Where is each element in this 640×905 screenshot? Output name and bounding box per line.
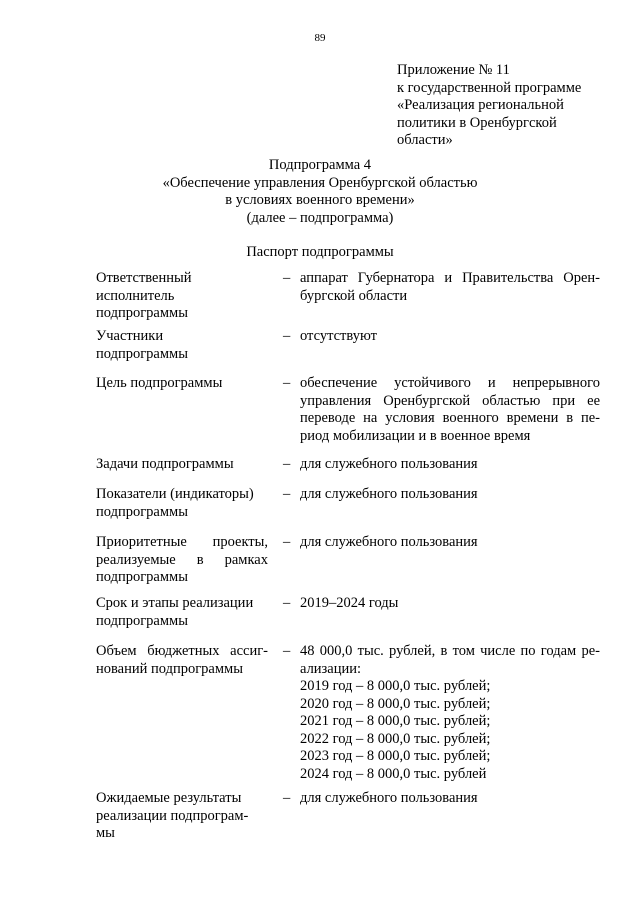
- row-value: [300, 534, 600, 552]
- row-dash: –: [283, 595, 291, 611]
- value-line: ализации:: [300, 660, 362, 677]
- budget-years-list: [300, 678, 600, 783]
- subprogram-heading: [0, 157, 640, 227]
- row-dash: –: [283, 328, 291, 344]
- appendix-line: Приложение № 11: [397, 62, 510, 78]
- label-line: подпрограммы: [96, 503, 188, 520]
- row-dash: –: [283, 486, 291, 502]
- row-label: [96, 643, 268, 678]
- label-line: подпрограммы: [96, 612, 188, 629]
- value-line: обеспечение устойчивого и непрерывного: [300, 375, 600, 391]
- row-label: [96, 456, 268, 474]
- budget-year-item: 2023 год – 8 000,0 тыс. рублей;: [300, 748, 491, 764]
- label-line: подпрограммы: [96, 345, 188, 362]
- value-line: отсутствуют: [300, 328, 377, 344]
- budget-year-item: 2022 год – 8 000,0 тыс. рублей;: [300, 730, 491, 747]
- label-line: Цель подпрограммы: [96, 375, 223, 391]
- value-line: риод мобилизации и в военное время: [300, 427, 531, 444]
- value-line: для служебного пользования: [300, 790, 478, 806]
- value-line: для служебного пользования: [300, 486, 478, 502]
- row-value: [300, 270, 600, 305]
- appendix-line: к государственной программе: [397, 79, 582, 96]
- label-line: Объем бюджетных ассиг-: [96, 643, 268, 659]
- label-line: Показатели (индикаторы): [96, 486, 254, 502]
- budget-year-item: 2021 год – 8 000,0 тыс. рублей;: [300, 713, 491, 729]
- budget-year-item: 2024 год – 8 000,0 тыс. рублей: [300, 765, 487, 782]
- label-line: Участники: [96, 328, 164, 344]
- budget-year-item: 2019 год – 8 000,0 тыс. рублей;: [300, 678, 491, 694]
- row-label: [96, 486, 268, 521]
- row-label: [96, 790, 268, 843]
- label-line: подпрограммы: [96, 569, 188, 585]
- label-line: мы: [96, 825, 115, 841]
- row-label: [96, 595, 268, 630]
- row-label: [96, 534, 268, 587]
- heading-line: «Обеспечение управления Оренбургской областью: [162, 174, 478, 191]
- row-label: [96, 328, 268, 363]
- value-line: 48 000,0 тыс. рублей, в том числе по годам ре-: [300, 643, 600, 659]
- appendix-line: области»: [397, 132, 453, 148]
- row-value: [300, 456, 600, 474]
- heading-line: (далее – подпрограмма): [246, 209, 394, 226]
- appendix-block: [397, 62, 602, 150]
- value-line: аппарат Губернатора и Правительства Орен-: [300, 270, 600, 286]
- row-value: [300, 328, 600, 346]
- row-dash: –: [283, 456, 291, 472]
- row-dash: –: [283, 375, 291, 391]
- page-number: 89: [314, 32, 326, 44]
- heading-line: Подпрограмма 4: [268, 157, 372, 173]
- label-line: нований подпрограммы: [96, 660, 243, 677]
- row-dash: –: [283, 790, 291, 806]
- value-line: для служебного пользования: [300, 534, 478, 550]
- row-label: [96, 375, 268, 393]
- appendix-line: «Реализация региональной: [397, 97, 564, 113]
- passport-title: Паспорт подпрограммы: [246, 244, 394, 260]
- value-line: 2019–2024 годы: [300, 595, 399, 611]
- row-value: [300, 595, 600, 613]
- value-line: бургской области: [300, 287, 408, 304]
- row-dash: –: [283, 534, 291, 550]
- row-dash: –: [283, 643, 291, 659]
- heading-line: в условиях военного времени»: [225, 192, 415, 208]
- row-label: [96, 270, 268, 323]
- value-line: управления Оренбургской областью при ее: [300, 392, 600, 409]
- value-line: для служебного пользования: [300, 456, 478, 472]
- row-value: [300, 643, 600, 678]
- label-line: Задачи подпрограммы: [96, 456, 234, 472]
- appendix-line: политики в Оренбургской: [397, 114, 557, 131]
- row-value: [300, 375, 600, 445]
- value-line: переводе на условия военного времени в пе-: [300, 410, 600, 426]
- label-line: подпрограммы: [96, 305, 188, 321]
- label-line: реализации подпрограм-: [96, 807, 249, 824]
- label-line: исполнитель: [96, 287, 175, 304]
- row-dash: –: [283, 270, 291, 286]
- row-value: [300, 790, 600, 808]
- label-line: Срок и этапы реализации: [96, 595, 254, 611]
- label-line: реализуемые в рамках: [96, 551, 268, 568]
- budget-year-item: 2020 год – 8 000,0 тыс. рублей;: [300, 695, 491, 712]
- label-line: Ожидаемые результаты: [96, 790, 242, 806]
- label-line: Ответственный: [96, 270, 192, 286]
- row-value: [300, 486, 600, 504]
- label-line: Приоритетные проекты,: [96, 534, 268, 550]
